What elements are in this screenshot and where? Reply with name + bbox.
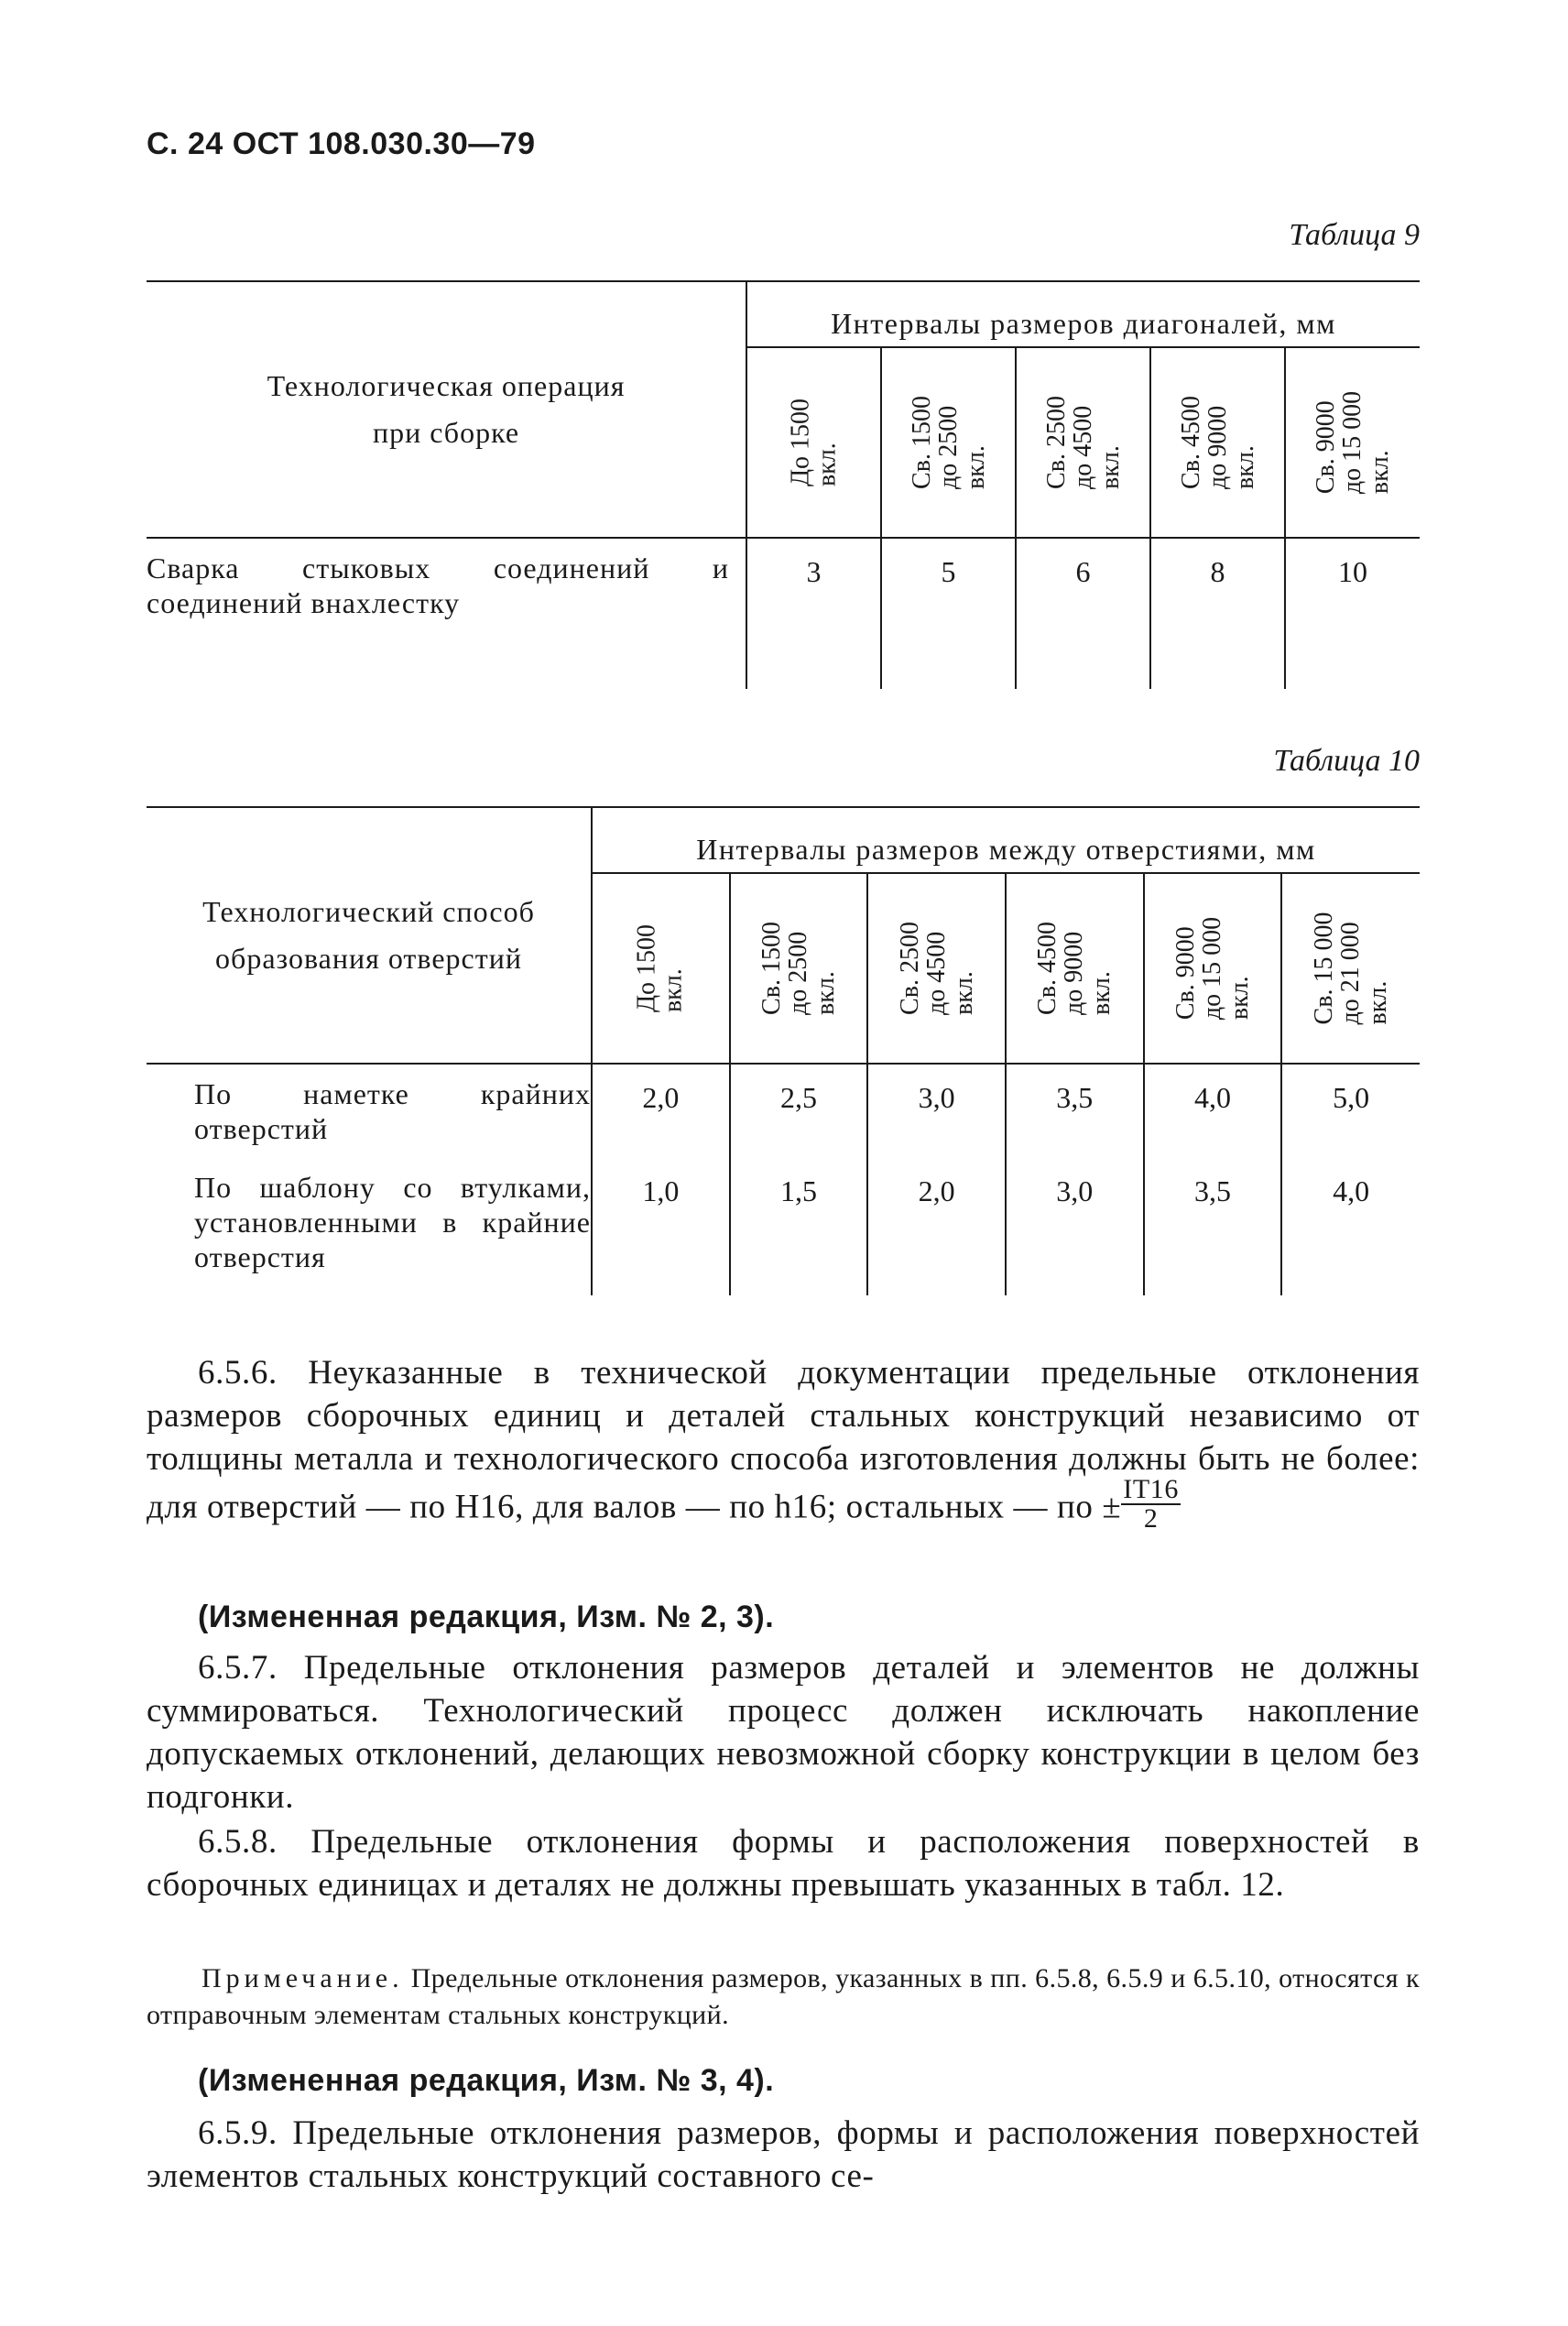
table10-cell: 5,0 (1333, 1081, 1370, 1114)
table9-cell: 5 (881, 538, 1016, 689)
table10-row (147, 1064, 1420, 1158)
revision-note-2: (Измененная редакция, Изм. № 3, 4). (198, 2063, 775, 2098)
table10-cell: 3,0 (867, 1064, 1006, 1158)
table10-col-header-1: До 1500 вкл. (592, 873, 730, 1064)
table10-cell: 2,5 (730, 1064, 868, 1158)
paragraph-6-5-8: 6.5.8. Предельные отклонения формы и расположения поверхностей в сборочных единицах и деталях не должны превышать указанных в табл. 12. (147, 1823, 1420, 1904)
table10 (147, 806, 1420, 1295)
remark-text: Предельные отклонения размеров, указанных в пп. 6.5.8, 6.5.9 и 6.5.10, относятся к отправочным элементам стальных конструкций. (147, 1963, 1420, 2030)
table10-cell: 3,5 (1006, 1064, 1144, 1158)
table9-cell: 8 (1150, 538, 1285, 689)
table9-cell: 6 (1016, 538, 1150, 689)
table10-group-header: Интервалы размеров между отверстиями, мм (592, 807, 1420, 873)
table10-row-name: По шаблону со втулками, установленными в крайние отверстия (147, 1158, 592, 1295)
paragraph-6-5-9: 6.5.9. Предельные отклонения размеров, формы и расположения поверхностей элементов стальных конструкций составного се- (147, 2114, 1420, 2195)
table10-cell: 2,0 (867, 1158, 1006, 1295)
table10-col-header-3: Св. 2500 до 4500 вкл. (867, 873, 1006, 1064)
table10-cell: 4,0 (1333, 1174, 1370, 1207)
table10-cell: 3,5 (1144, 1158, 1282, 1295)
table9-col-header-3: Св. 2500 до 4500 вкл. (1016, 347, 1150, 538)
table10-row (147, 1158, 1420, 1295)
table10-col-header-2: Св. 1500 до 2500 вкл. (730, 873, 868, 1064)
table10-cell: 2,0 (592, 1064, 730, 1158)
table9-col-header-5: Св. 9000 до 15 000 вкл. (1311, 390, 1394, 495)
paragraph-6-5-6-tail: Н16, для валов — по h16; остальных — по ± (454, 1488, 1122, 1526)
table10-col-header-5: Св. 9000 до 15 000 вкл. (1144, 873, 1282, 1064)
table9-cell: 3 (746, 538, 881, 689)
table9-row-header: Технологическая операция при сборке (147, 281, 746, 538)
table9-row-name: Сварка стыковых соединений и соединений внахлестку (147, 538, 746, 689)
table10-row-header: Технологический способ образования отверстий (147, 807, 592, 1064)
table10-caption: Таблица 10 (1273, 744, 1420, 778)
table9-group-header: Интервалы размеров диагоналей, мм (746, 281, 1420, 347)
page-header: С. 24 ОСТ 108.030.30—79 (147, 126, 536, 161)
table9-col-header-2: Св. 1500 до 2500 вкл. (881, 347, 1016, 538)
paragraph-6-5-6 (147, 1352, 1420, 1538)
table9-caption: Таблица 9 (1289, 218, 1420, 252)
fraction-it16: $\frac{IT16}{2}$ (1123, 1473, 1179, 1534)
table9-col-header-4: Св. 4500 до 9000 вкл. (1150, 347, 1285, 538)
table9-col-header-1: До 1500 вкл. (746, 347, 881, 538)
table10-cell: 4,0 (1144, 1064, 1282, 1158)
table9-cell: 10 (1338, 555, 1367, 588)
table10-row-name: По наметке крайних отверстий (147, 1064, 592, 1158)
remark-label: Примечание. (201, 1963, 404, 1993)
paragraph-6-5-7: 6.5.7. Предельные отклонения размеров деталей и элементов не должны суммироваться. Технологический процесс должен исключать накопление допускаемых отклонений, делающих невозможной сборку конструкции в целом без подгонки. (147, 1649, 1420, 1816)
table10-cell: 1,5 (730, 1158, 868, 1295)
paragraph-6-5-6-text: 6.5.6. Неуказанные в технической документации предельные отклонения размеров сборочных единиц и деталей стальных конструкций независимо от толщины металла и технологического способа изготовления должны быть не более: для отверстий — по (147, 1354, 1420, 1526)
table10-cell: 1,0 (592, 1158, 730, 1295)
table10-col-header-6: Св. 15 000 до 21 000 вкл. (1310, 912, 1392, 1025)
revision-note-1: (Измененная редакция, Изм. № 2, 3). (198, 1600, 775, 1634)
table10-col-header-4: Св. 4500 до 9000 вкл. (1006, 873, 1144, 1064)
remark (147, 1960, 1420, 2034)
table9 (147, 280, 1420, 689)
table10-cell: 3,0 (1006, 1158, 1144, 1295)
